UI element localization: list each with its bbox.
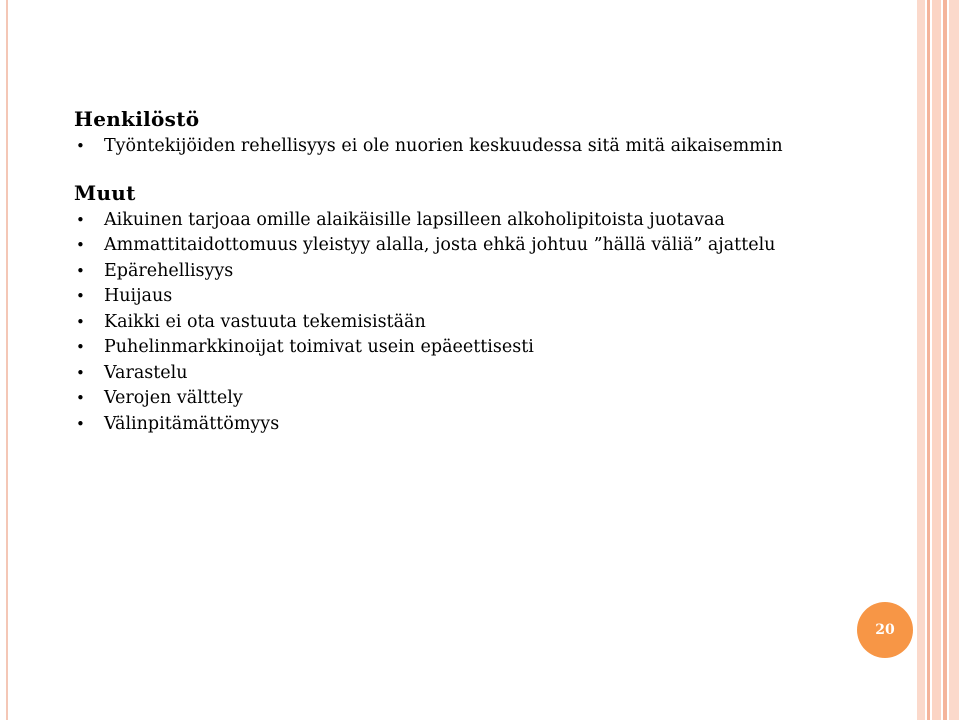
- bullet-list-muut: [74, 208, 894, 438]
- bullet-dot: •: [76, 312, 85, 331]
- bullet-dot: •: [76, 236, 85, 254]
- list-item: • Varastelu: [74, 361, 894, 387]
- list-item: • Välinpitämättömyys: [74, 412, 894, 438]
- stripe: [927, 0, 930, 720]
- bullet-dot: •: [76, 363, 85, 382]
- section-heading-henkilosto: Henkilöstö: [74, 107, 200, 131]
- list-item: • Verojen välttely: [74, 386, 894, 412]
- right-decorative-stripes: [915, 0, 959, 720]
- bullet-list-henkilosto: [74, 134, 894, 160]
- bullet-dot: •: [76, 210, 85, 229]
- bullet-dot: •: [76, 389, 85, 407]
- section-heading-muut: Muut: [74, 180, 136, 205]
- left-border-line: [6, 0, 8, 720]
- bullet-dot: •: [76, 338, 85, 356]
- list-item: • Epärehellisyys: [74, 259, 894, 285]
- stripe: [949, 0, 959, 720]
- stripe: [932, 0, 941, 720]
- bullet-dot: •: [76, 261, 85, 280]
- stripe: [917, 0, 925, 720]
- slide-body: [74, 104, 894, 437]
- bullet-dot: •: [76, 287, 85, 305]
- list-item: • Kaikki ei ota vastuuta tekemisistään: [74, 310, 894, 336]
- list-item: • Puhelinmarkkinoijat toimivat usein epäeettisesti: [74, 335, 894, 361]
- list-item: • Ammattitaidottomuus yleistyy alalla, josta ehkä johtuu ”hällä väliä” ajattelu: [74, 233, 894, 259]
- page-number-badge: [857, 602, 913, 658]
- bullet-dot: •: [76, 414, 85, 433]
- list-item: • Huijaus: [74, 284, 894, 310]
- page-number: 20: [875, 622, 895, 638]
- list-item: • Työntekijöiden rehellisyys ei ole nuorien keskuudessa sitä mitä aikaisemmin: [74, 134, 894, 160]
- list-item: • Aikuinen tarjoaa omille alaikäisille lapsilleen alkoholipitoista juotavaa: [74, 208, 894, 234]
- stripe: [943, 0, 947, 720]
- bullet-dot: •: [76, 137, 85, 155]
